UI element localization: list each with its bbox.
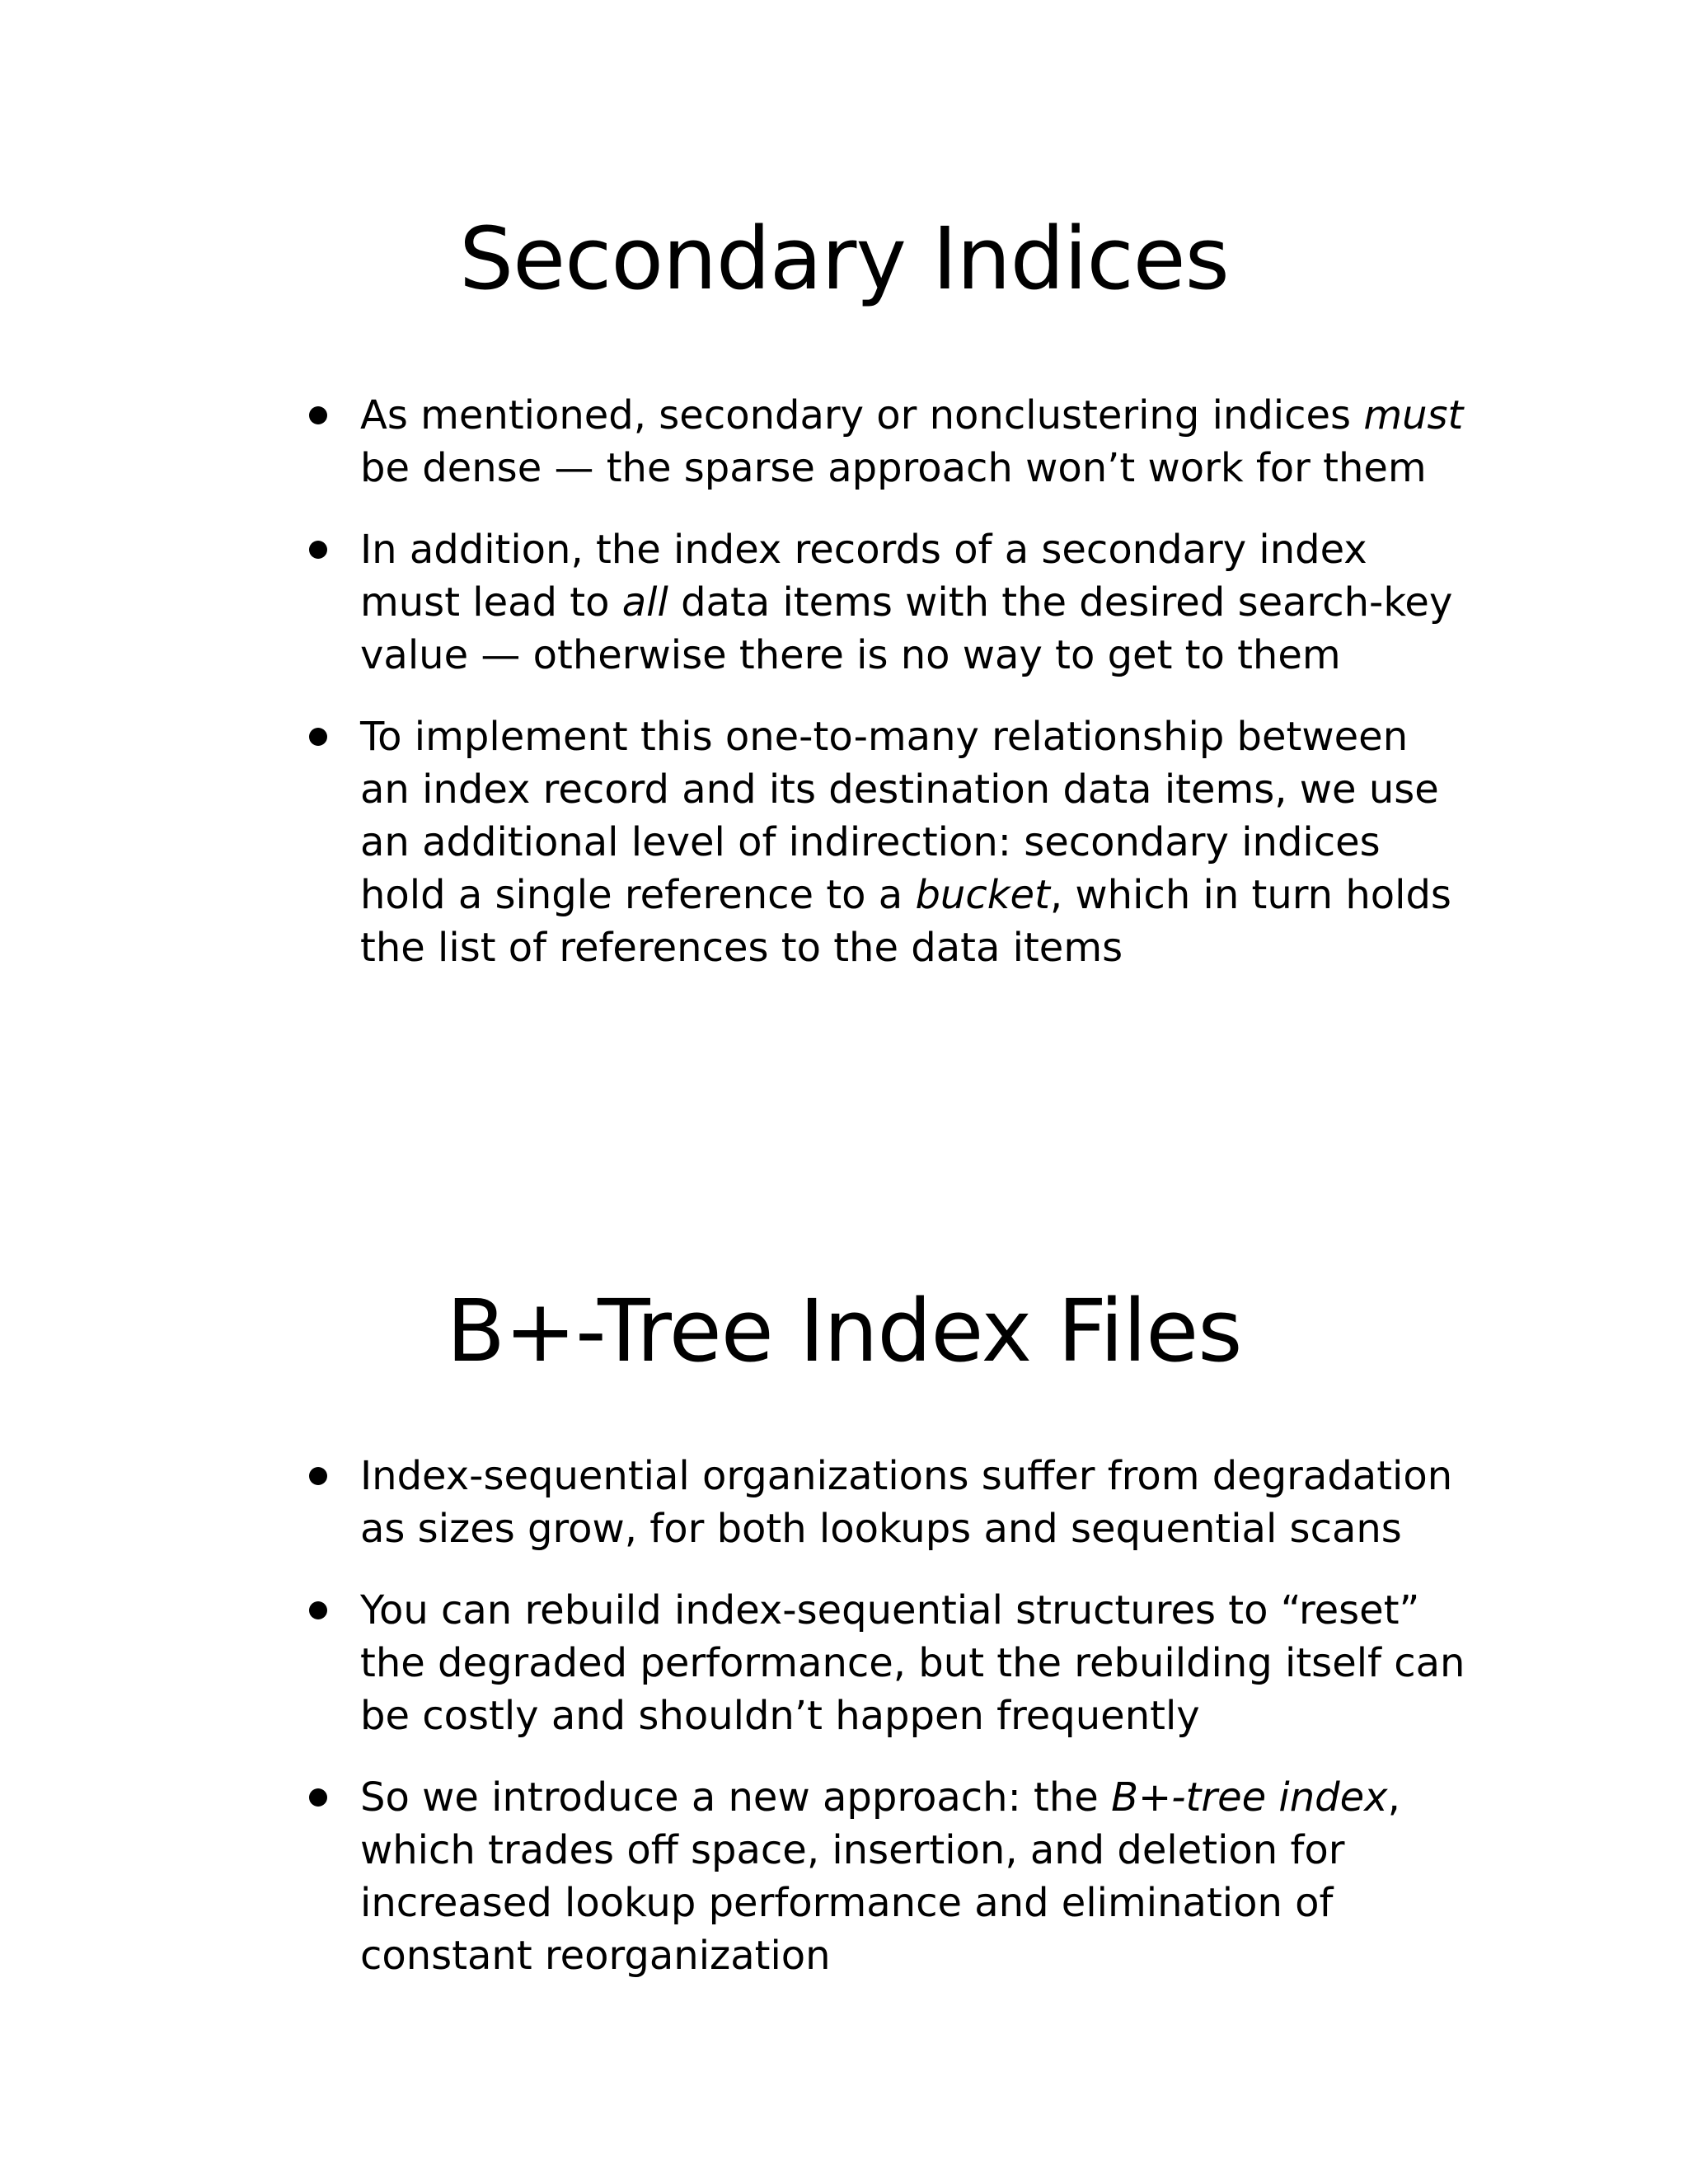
bullet-text-line <box>360 1450 1453 1502</box>
text-run: an additional level of indirection: secondary indices <box>360 819 1381 865</box>
text-run: as sizes grow, for both lookups and sequential scans <box>360 1506 1402 1552</box>
bullet-list <box>309 1450 1465 2011</box>
bullet-text-line <box>360 1824 1414 1877</box>
text-run: , which in turn holds <box>1049 872 1451 918</box>
text-run: To implement this one-to-many relationship between <box>360 714 1409 760</box>
bullet-text-line <box>360 1584 1420 1637</box>
text-run: , <box>1387 1774 1400 1821</box>
bullet-text-line <box>360 869 1451 921</box>
bullet-text-line <box>360 1929 1414 1982</box>
emphasized-text: all <box>621 579 668 626</box>
bullet-item <box>309 710 1451 974</box>
text-run: be dense — the sparse approach won’t work for them <box>360 445 1427 491</box>
text-run: So we introduce a new approach: the <box>360 1774 1112 1821</box>
bullet-dot-icon <box>309 1467 327 1485</box>
text-run: constant reorganization <box>360 1933 831 1979</box>
bullet-text-line <box>360 442 1427 494</box>
bullet-text-line <box>360 710 1414 763</box>
text-run: Index-sequential organizations suffer from degradation <box>360 1453 1453 1499</box>
emphasized-text: bucket <box>915 872 1050 918</box>
text-run: As mentioned, secondary or nonclustering indices <box>360 392 1364 438</box>
text-run: must lead to <box>360 579 622 626</box>
bullet-item <box>309 389 1464 494</box>
bullet-text-line <box>360 389 1464 442</box>
text-run: be costly and shouldn’t happen frequently <box>360 1693 1200 1739</box>
text-run: In addition, the index records of a secondary index <box>360 527 1367 573</box>
bullet-text-line <box>360 1637 1465 1690</box>
bullet-dot-icon <box>309 406 327 424</box>
text-run: which trades off space, insertion, and deletion for <box>360 1827 1345 1873</box>
bullet-item <box>309 1771 1414 1982</box>
bullet-text-line <box>360 1502 1414 1555</box>
text-run: value — otherwise there is no way to get to them <box>360 632 1341 678</box>
bullet-text-line <box>360 816 1414 869</box>
text-run: the list of references to the data items <box>360 925 1123 971</box>
emphasized-text: B+-tree index <box>1111 1774 1388 1821</box>
bullet-text-line <box>360 1877 1414 1929</box>
text-run: an index record and its destination data items, we use <box>360 766 1439 813</box>
bullet-text-line <box>360 629 1414 682</box>
bullet-item <box>309 523 1453 682</box>
bullet-dot-icon <box>309 1788 327 1807</box>
bullet-dot-icon <box>309 728 327 746</box>
text-run: You can rebuild index-sequential structures to “reset” <box>360 1587 1420 1633</box>
text-run: data items with the desired search-key <box>668 579 1453 626</box>
bullet-text-line <box>360 576 1453 629</box>
bullet-text-line <box>360 763 1439 816</box>
bullet-dot-icon <box>309 1601 327 1619</box>
bullet-item <box>309 1450 1453 1555</box>
slide-title: Secondary Indices <box>459 209 1229 309</box>
slide-bplus-tree-index-files <box>0 1092 1688 2184</box>
bullet-list <box>309 389 1464 1003</box>
bullet-text-line <box>360 1771 1414 1824</box>
bullet-item <box>309 1584 1465 1742</box>
emphasized-text: must <box>1363 392 1464 438</box>
bullet-text-line <box>360 523 1414 576</box>
bullet-dot-icon <box>309 541 327 559</box>
text-run: hold a single reference to a <box>360 872 916 918</box>
bullet-text-line <box>360 921 1414 974</box>
text-run: the degraded performance, but the rebuilding itself can <box>360 1640 1465 1686</box>
bullet-text-line <box>360 1690 1414 1742</box>
text-run: increased lookup performance and elimination of <box>360 1880 1334 1926</box>
slide-title: B+-Tree Index Files <box>446 1281 1242 1381</box>
